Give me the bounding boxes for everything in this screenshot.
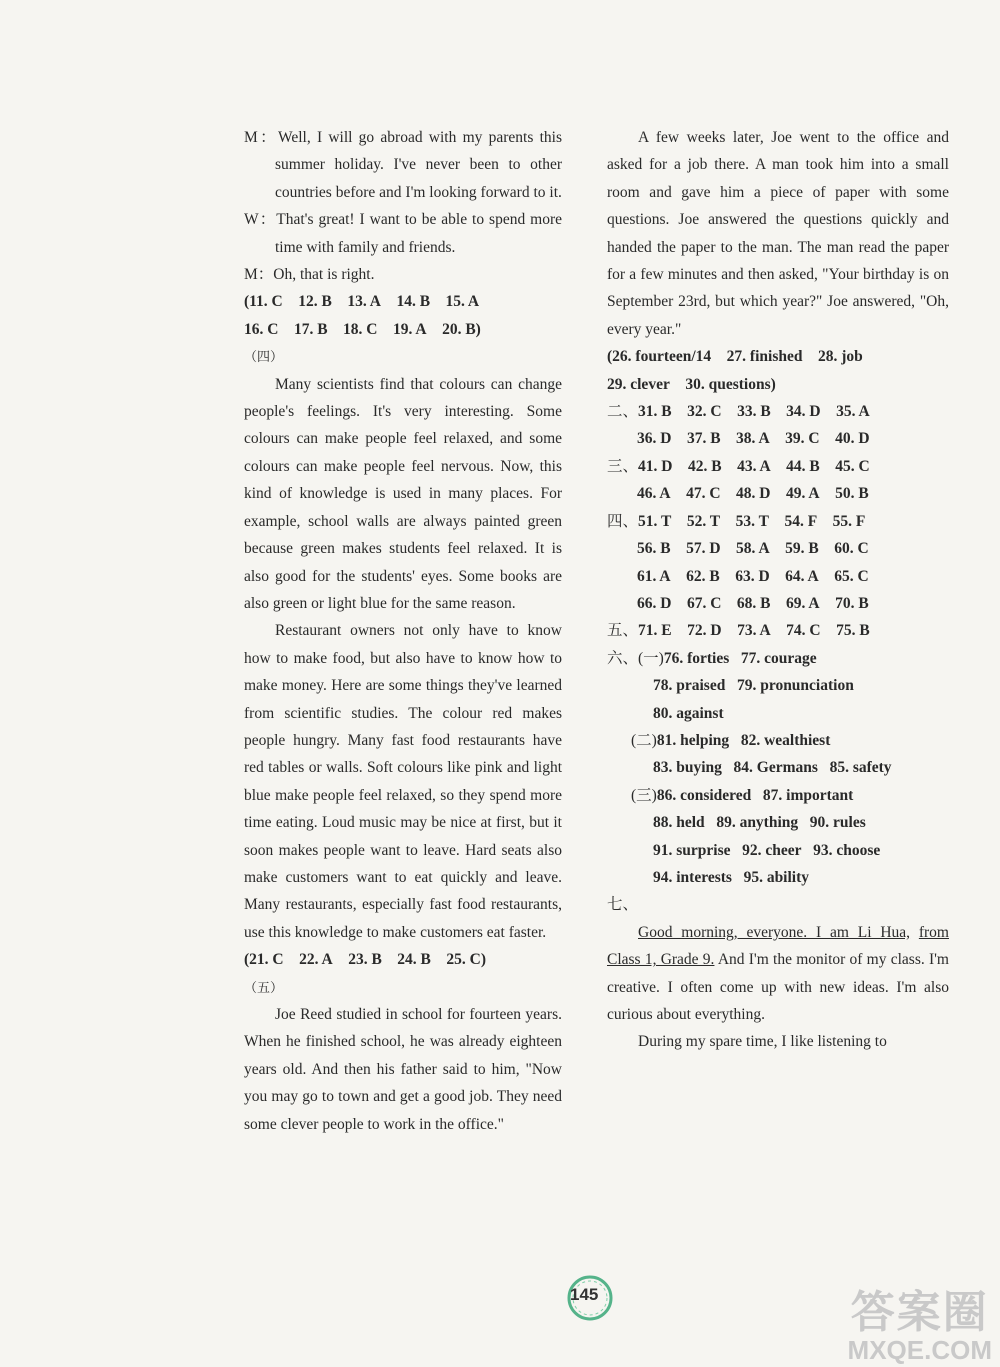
answer-item: 54. F (784, 512, 818, 530)
part-6-row-7: 88. held 89. anything 90. rules (653, 814, 866, 832)
part-3-answers-row (607, 480, 949, 507)
part-4-answers-row (607, 535, 949, 562)
right-column (607, 124, 949, 1056)
answer-item: 38. A (736, 430, 770, 448)
part-6-row-8: 91. surprise 92. cheer 93. choose (653, 841, 881, 859)
part-6-row-2: 78. praised 79. pronunciation (653, 677, 854, 695)
answer-item: 34. D (786, 403, 821, 421)
answer-item: 52. T (686, 512, 721, 530)
answer-item: 70. B (835, 594, 869, 612)
passage-4-paragraph-2: Restaurant owners not only have to know how to make food, but also have to know how to make money. Here are some things they've learned from scientific studies. The colour red makes people hungry. Many fast food restaurants have red tables or walls. Soft colours like pink and light blue make people feel relaxed, so they spend more time eating. Loud music may be nice at first, but it soon makes people want to leave. Hard seats also make customers want to eat quickly and leave. Many restaurants, especially fast food restaurants, use this knowledge to make customers eat faster. (244, 622, 562, 941)
answers-21-25: (21. C 22. A 23. B 24. B 25. C) (244, 951, 486, 969)
part-6-row-9: 94. interests 95. ability (653, 868, 810, 886)
answers-29-30: 29. clever 30. questions) (607, 375, 776, 393)
answer-item: 60. C (834, 540, 869, 558)
answer-item: 53. T (735, 512, 769, 530)
passage-4-paragraph-1: Many scientists find that colours can change people's feelings. It's very interesting. Some colours can make people feel relaxed, and some colours can make people feel nervous. Now, this kind of knowledge is used in many places. For example, school walls are always painted green because green makes students feel relaxed. It is also good for the students' eyes. Some books are also green or light blue for the same reason. (244, 375, 562, 612)
answer-item: 46. A (637, 485, 671, 503)
answer-item: 58. A (736, 540, 770, 558)
essay-paragraph-1: Good morning, everyone. I am Li Hua, from Class 1, Grade 9. And I'm the monitor of my class. I'm creative. I often come up with new ideas. I'm also curious about everything. (607, 923, 949, 1023)
multiple-choice-answers (607, 398, 949, 645)
answer-item: 33. B (737, 403, 771, 421)
answer-item: 35. A (836, 403, 870, 421)
part-3-answers-row (607, 453, 949, 480)
watermark-logo (848, 1289, 992, 1363)
watermark-bottom-text: MXQE.COM (847, 1335, 992, 1365)
answer-item: 44. B (786, 457, 820, 475)
answer-item: 75. B (836, 622, 870, 640)
dialogue-line-w: W：That's great! I want to be able to spend more time with family and friends. (244, 211, 562, 256)
answer-item: 39. C (785, 430, 820, 448)
answer-item: 59. B (785, 540, 819, 558)
answers-11-15: (11. C 12. B 13. A 14. B 15. A (244, 293, 480, 311)
watermark-top-text: 答案圈 (850, 1288, 989, 1337)
answer-item: 71. E (638, 622, 672, 640)
answer-item: 48. D (736, 485, 771, 503)
part-3-label: 三、 (607, 457, 639, 475)
part-6-row-4: (二)81. helping 82. wealthiest (631, 731, 831, 749)
answer-item: 51. T (638, 512, 672, 530)
answers-16-20: 16. C 17. B 18. C 19. A 20. B) (244, 320, 481, 338)
answer-item: 36. D (637, 430, 672, 448)
answer-item: 45. C (835, 457, 870, 475)
part-6-row-3: 80. against (653, 704, 724, 722)
part-6-row-5: 83. buying 84. Germans 85. safety (653, 759, 892, 777)
answer-item: 49. A (786, 485, 820, 503)
answer-item: 66. D (637, 594, 672, 612)
answer-item: 31. B (638, 403, 672, 421)
answer-item: 74. C (786, 622, 821, 640)
answer-item: 63. D (735, 567, 770, 585)
part-6-row-6: (三)86. considered 87. important (631, 786, 854, 804)
part-4-answers-row (607, 563, 949, 590)
part-2-answers-row (607, 425, 949, 452)
answer-item: 61. A (637, 567, 671, 585)
answer-item: 50. B (835, 485, 869, 503)
answer-item: 73. A (737, 622, 771, 640)
section-5-label: （五） (244, 979, 284, 995)
answer-item: 43. A (737, 457, 771, 475)
answer-item: 68. B (736, 594, 771, 612)
part-2-label: 二、 (607, 403, 639, 421)
part-5-answers-row (607, 617, 949, 644)
passage-5-paragraph-1: Joe Reed studied in school for fourteen years. When he finished school, he was already eighteen years old. And then his father said to him, "Now you may go to town and get a good job. They need some clever people to work in the office." (244, 1006, 562, 1133)
answer-item: 67. C (686, 594, 722, 612)
answer-item: 62. B (686, 567, 720, 585)
essay-paragraph-2: During my spare time, I like listening to (638, 1033, 887, 1051)
answer-item: 57. D (686, 540, 721, 558)
answer-item: 40. D (835, 430, 870, 448)
answer-item: 55. F (832, 512, 866, 530)
part-6-row-1: 六、(一)76. forties 77. courage (607, 649, 817, 667)
answer-item: 65. C (834, 567, 869, 585)
dialogue-line-m1: M：Well, I will go abroad with my parents this summer holiday. I've never been to other countries before and I'm looking forward to it. (244, 129, 562, 201)
answer-item: 69. A (786, 594, 820, 612)
answer-item: 32. C (687, 403, 722, 421)
answer-item: 64. A (785, 567, 819, 585)
part-2-answers-row (607, 398, 949, 425)
part-7-label: 七、 (607, 896, 639, 914)
page-number: 145 (570, 1285, 599, 1304)
part-4-label: 四、 (607, 512, 639, 530)
answer-item: 42. B (687, 457, 722, 475)
part-4-answers-row (607, 590, 949, 617)
part-5-label: 五、 (607, 622, 639, 640)
answer-item: 56. B (637, 540, 671, 558)
passage-5-paragraph-2: A few weeks later, Joe went to the office and asked for a job there. A man took him into a small room and gave him a piece of paper with some questions. Joe answered the questions quickly and handed the paper to the man. The man read the paper for a few minutes and then asked, "Your birthday is on September 23rd, but which year?" Joe answered, "Oh, every year." (607, 129, 949, 338)
answer-item: 72. D (687, 622, 722, 640)
answer-item: 37. B (686, 430, 721, 448)
answer-item: 47. C (686, 485, 721, 503)
left-column (244, 124, 562, 1138)
section-4-label: （四） (244, 349, 284, 365)
answers-26-28: (26. fourteen/14 27. finished 28. job (607, 348, 863, 366)
part-4-answers-row (607, 508, 949, 535)
answer-item: 41. D (638, 457, 673, 475)
dialogue-line-m2: M：Oh, that is right. (244, 266, 375, 284)
